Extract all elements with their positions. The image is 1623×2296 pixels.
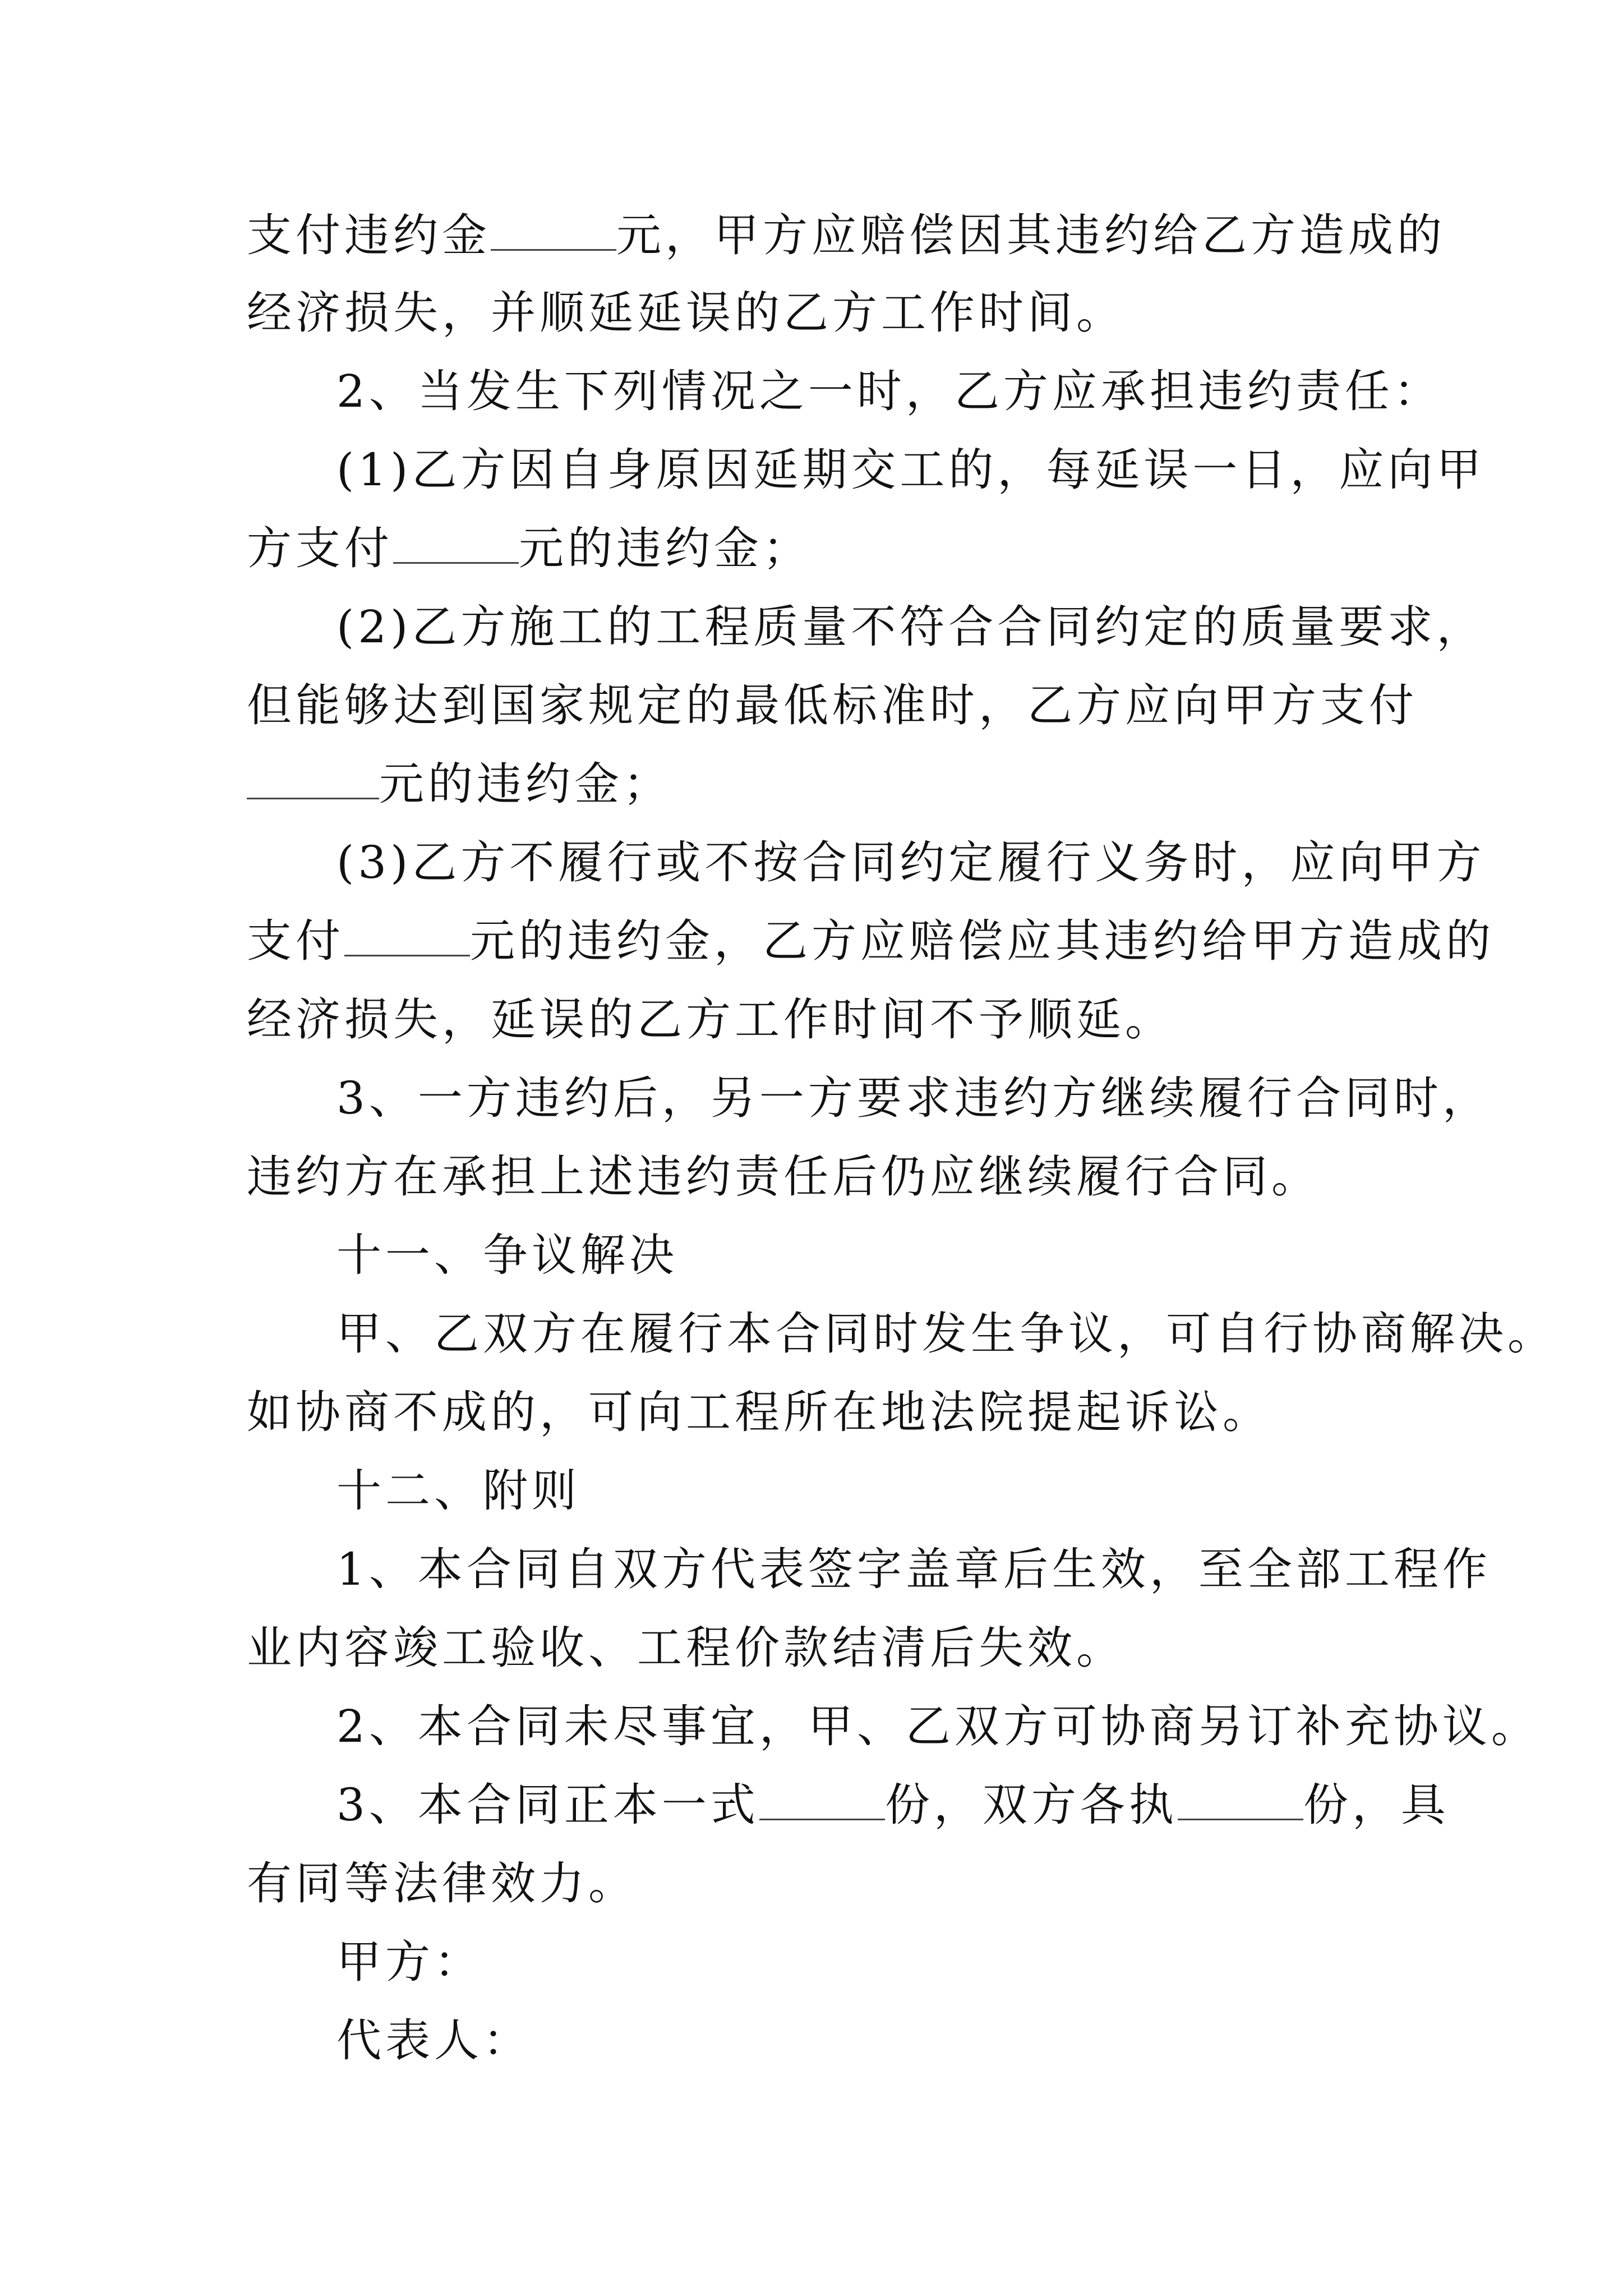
text-line [247, 1621, 1385, 1675]
text-segment: 如协商不成的，可向工程所在地法院提起诉讼。 [247, 1386, 1271, 1438]
text-segment: 经济损失，并顺延延误的乙方工作时间。 [247, 287, 1125, 339]
text-segment: (1)乙方因自身原因延期交工的，每延误一日，应向甲 [336, 444, 1486, 496]
text-line [336, 1543, 1491, 1596]
text-segment: 但能够达到国家规定的最低标准时，乙方应向甲方支付 [247, 679, 1418, 731]
text-segment: (3)乙方不履行或不按合同约定履行义务时，应向甲方 [336, 836, 1486, 889]
text-segment: 2、当发生下列情况之一时，乙方应承担违约责任： [336, 365, 1442, 417]
text-segment: 代表人： [336, 2014, 532, 2067]
text-segment: 十一、争议解决 [336, 1229, 678, 1281]
text-segment: (2)乙方施工的工程质量不符合合同约定的质量要求， [336, 601, 1486, 653]
text-segment: 支付违约金 [247, 209, 491, 261]
text-segment: 经济损失，延误的乙方工作时间不予顺延。 [247, 993, 1174, 1046]
text-segment: 十二、附则 [336, 1465, 580, 1517]
text-segment: 份，具 [1303, 1779, 1450, 1831]
text-segment: 方支付 [247, 522, 393, 574]
text-line [247, 914, 1495, 968]
text-line [247, 1150, 1385, 1204]
text-line [247, 679, 1418, 733]
text-segment: 业内容竣工验收、工程价款结清后失效。 [247, 1622, 1125, 1674]
text-line [336, 600, 1486, 654]
text-line [247, 1386, 1385, 1439]
text-line [247, 522, 1385, 576]
section-heading [336, 1464, 1475, 1518]
text-line [336, 1307, 1556, 1361]
text-segment: 3、本合同正本一式 [336, 1779, 759, 1831]
text-line [336, 443, 1486, 497]
text-segment: 甲方： [336, 1936, 483, 1988]
text-line [336, 1700, 1540, 1754]
text-segment: 元，甲方应赔偿因其违约给乙方造成的 [616, 209, 1446, 261]
text-segment: 支付 [247, 915, 344, 967]
signature-label-representative [336, 2014, 1475, 2068]
text-line [336, 836, 1486, 890]
fill-in-blank [247, 761, 379, 799]
text-line [336, 365, 1475, 418]
text-segment: 元的违约金，乙方应赔偿应其违约给甲方造成的 [470, 915, 1495, 967]
fill-in-blank [759, 1782, 885, 1820]
text-line [247, 993, 1385, 1047]
text-segment: 份，双方各执 [884, 1779, 1178, 1831]
text-segment: 3、一方违约后，另一方要求违约方继续履行合同时， [336, 1072, 1491, 1124]
section-heading [336, 1228, 1475, 1282]
text-segment: 2、本合同未尽事宜，甲、乙双方可协商另订补充协议。 [336, 1700, 1540, 1752]
text-segment: 违约方在承担上述违约责任后仍应继续履行合同。 [247, 1151, 1320, 1203]
fill-in-blank [393, 525, 519, 564]
text-line [247, 1857, 1385, 1911]
signature-label-party-a [336, 1935, 1475, 1989]
fill-in-blank [491, 212, 616, 251]
text-line [336, 1071, 1491, 1125]
text-segment: 元的违约金； [519, 522, 811, 574]
text-line [247, 757, 1385, 811]
text-segment: 有同等法律效力。 [247, 1857, 637, 1910]
text-segment: 元的违约金； [379, 758, 672, 810]
text-line [247, 209, 1446, 263]
text-line [247, 286, 1385, 340]
text-segment: 甲、乙双方在履行本合同时发生争议，可自行协商解决。 [336, 1308, 1556, 1360]
text-segment: 1、本合同自双方代表签字盖章后生效，至全部工程作 [336, 1543, 1491, 1595]
fill-in-blank [344, 918, 470, 956]
text-line [336, 1778, 1475, 1832]
fill-in-blank [1178, 1782, 1303, 1820]
